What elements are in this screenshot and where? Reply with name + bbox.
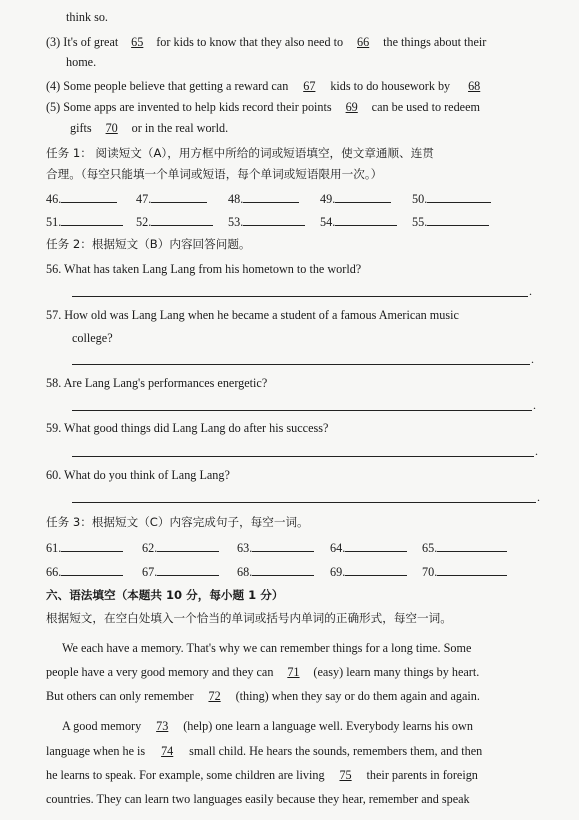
answer-blank[interactable] [151,214,213,226]
passage-line: language when he is 74 small child. He hears the sounds, remembers them, and then [46,744,483,758]
task-3-row-2 [46,564,566,579]
task-1-instruction: 合理。（每空只能填一个单词或短语，每个单词或短语限用一次。） [46,167,383,181]
answer-blank[interactable] [61,191,117,203]
blank-number: 52. [136,215,152,229]
task-1-row-2 [46,214,566,229]
question-58: 58. Are Lang Lang's performances energetic? [46,376,268,390]
answer-blank[interactable] [252,540,314,552]
section-6-title: 六、语法填空（本题共 10 分，每小题 1 分） [46,588,284,602]
blank-71[interactable]: 71 [287,665,300,679]
question-57: 57. How old was Lang Lang when he became a student of a famous American music [46,308,459,322]
item-5-line: (5) Some apps are invented to help kids record their points 69 can be used to redeem [46,100,480,114]
answer-blank[interactable] [243,214,305,226]
blank-number: 70. [422,565,438,579]
period-mark: . [531,352,534,366]
question-57-cont: college? [72,331,113,345]
blank-number: 68. [237,565,253,579]
task-1-title: 任务 1： 阅读短文（A），用方框中所给的词或短语填空，使文章通顺、连贯 [46,146,434,160]
blank-69[interactable]: 69 [345,100,358,114]
passage-line: We each have a memory. That's why we can remember things for a long time. Some [62,641,472,655]
text-line: home. [66,55,97,69]
answer-blank[interactable] [335,191,391,203]
answer-blank[interactable] [61,564,123,576]
passage-line: A good memory 73 (help) one learn a language well. Everybody learns his own [62,719,473,733]
blank-number: 53. [228,215,244,229]
blank-72[interactable]: 72 [208,689,221,703]
blank-number: 64. [330,541,346,555]
blank-70[interactable]: 70 [105,121,118,135]
answer-blank[interactable] [61,214,123,226]
blank-number: 47. [136,192,152,206]
item-4-line: (4) Some people believe that getting a reward can 67 kids to do housework by 68 [46,79,498,94]
blank-number: 61. [46,541,62,555]
blank-number: 51. [46,215,62,229]
answer-blank[interactable] [345,564,407,576]
answer-blank[interactable] [437,564,507,576]
task-3-title: 任务 3：根据短文（C）内容完成句子，每空一词。 [46,515,309,529]
blank-number: 66. [46,565,62,579]
period-mark: . [535,444,538,458]
period-mark: . [537,490,540,504]
blank-number: 69. [330,565,346,579]
question-56: 56. What has taken Lang Lang from his hometown to the world? [46,262,362,276]
period-mark: . [533,398,536,412]
answer-blank[interactable] [252,564,314,576]
blank-65[interactable]: 65 [131,35,144,49]
answer-blank[interactable] [157,564,219,576]
answer-line-60[interactable] [72,502,536,503]
passage-line: he learns to speak. For example, some children are living 75 their parents in foreign [46,768,478,782]
answer-blank[interactable] [427,191,491,203]
passage-line: But others can only remember 72 (thing) when they say or do them again and again. [46,689,480,703]
task-1-row-1 [46,191,566,206]
blank-73[interactable]: 73 [156,719,169,733]
blank-67[interactable]: 67 [303,79,316,93]
blank-74[interactable]: 74 [161,744,174,758]
answer-line-59[interactable] [72,456,534,457]
question-60: 60. What do you think of Lang Lang? [46,468,230,482]
blank-number: 67. [142,565,158,579]
task-2-title: 任务 2：根据短文（B）内容回答问题。 [46,237,251,251]
blank-number: 48. [228,192,244,206]
item-3-line: (3) It's of great 65 for kids to know that they also need to 66 the things about their [46,35,487,49]
answer-blank[interactable] [157,540,219,552]
blank-number: 65. [422,541,438,555]
blank-68[interactable]: 68 [468,79,481,93]
text-line: think so. [66,10,108,24]
answer-blank[interactable] [345,540,407,552]
blank-number: 46. [46,192,62,206]
passage-line: countries. They can learn two languages easily because they hear, remember and speak [46,792,470,806]
blank-number: 50. [412,192,428,206]
blank-number: 49. [320,192,336,206]
answer-blank[interactable] [61,540,123,552]
answer-blank[interactable] [437,540,507,552]
answer-line-56[interactable] [72,296,528,297]
answer-line-58[interactable] [72,410,532,411]
blank-number: 63. [237,541,253,555]
answer-blank[interactable] [243,191,299,203]
item-5-line-2: gifts 70 or in the real world. [70,121,229,135]
period-mark: . [529,284,532,298]
answer-blank[interactable] [151,191,207,203]
section-6-instruction: 根据短文，在空白处填入一个恰当的单词或括号内单词的正确形式，每空一词。 [46,611,452,625]
question-59: 59. What good things did Lang Lang do after his success? [46,421,329,435]
passage-line: people have a very good memory and they can 71 (easy) learn many things by heart. [46,665,480,679]
answer-blank[interactable] [427,214,489,226]
blank-number: 54. [320,215,336,229]
blank-66[interactable]: 66 [357,35,370,49]
answer-blank[interactable] [335,214,397,226]
blank-number: 55. [412,215,428,229]
blank-75[interactable]: 75 [339,768,352,782]
answer-line-57[interactable] [72,364,530,365]
blank-number: 62. [142,541,158,555]
task-3-row-1 [46,540,566,555]
